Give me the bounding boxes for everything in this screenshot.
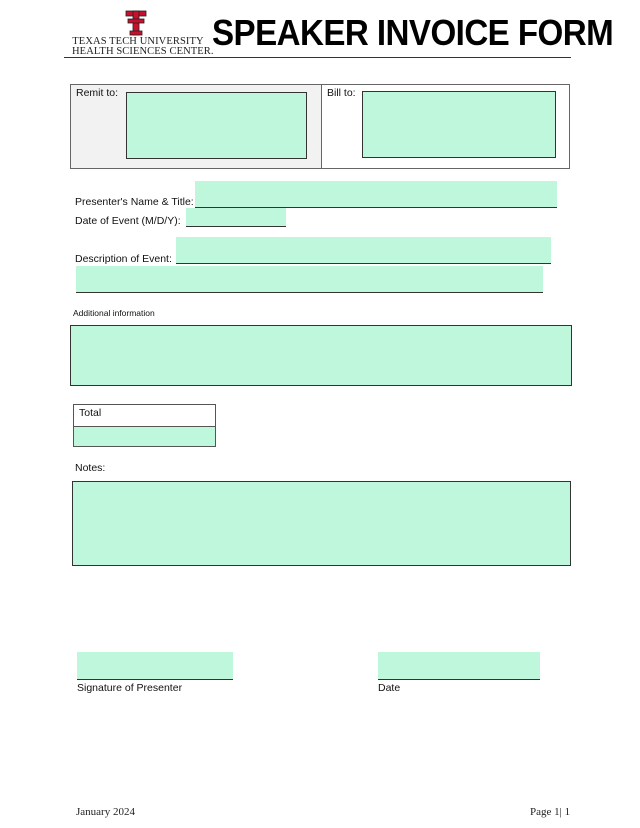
- notes-field[interactable]: [72, 481, 571, 566]
- page-title: SPEAKER INVOICE FORM: [212, 12, 614, 53]
- org-name-line1: TEXAS TECH UNIVERSITY: [72, 36, 204, 47]
- total-label: Total: [79, 407, 102, 419]
- presenter-name-field[interactable]: [195, 181, 557, 208]
- signature-date-label: Date: [378, 682, 401, 694]
- remit-to-label: Remit to:: [76, 87, 119, 99]
- presenter-name-label: Presenter's Name & Title:: [75, 196, 194, 208]
- remit-to-field[interactable]: [126, 92, 307, 159]
- org-name-line2: HEALTH SCIENCES CENTER.: [72, 46, 214, 57]
- signature-field[interactable]: [77, 652, 233, 680]
- notes-label: Notes:: [75, 462, 106, 474]
- total-section: [73, 404, 216, 447]
- date-of-event-field[interactable]: [186, 208, 286, 227]
- description-field-line1[interactable]: [176, 237, 551, 264]
- footer-page-number: Page 1| 1: [530, 806, 571, 818]
- description-field-line2[interactable]: [76, 266, 543, 293]
- signature-date-field[interactable]: [378, 652, 540, 680]
- footer-date: January 2024: [76, 806, 135, 818]
- date-of-event-label: Date of Event (M/D/Y):: [75, 215, 181, 227]
- description-label: Description of Event:: [75, 253, 172, 265]
- total-field[interactable]: [74, 426, 215, 446]
- additional-info-label: Additional information: [73, 308, 155, 318]
- tthsc-logo: [72, 10, 214, 57]
- signature-label: Signature of Presenter: [77, 682, 183, 694]
- bill-to-label: Bill to:: [327, 87, 356, 99]
- header-divider: [64, 57, 571, 58]
- additional-info-field[interactable]: [70, 325, 572, 386]
- double-t-logo-icon: [125, 10, 147, 36]
- bill-to-field[interactable]: [362, 91, 556, 158]
